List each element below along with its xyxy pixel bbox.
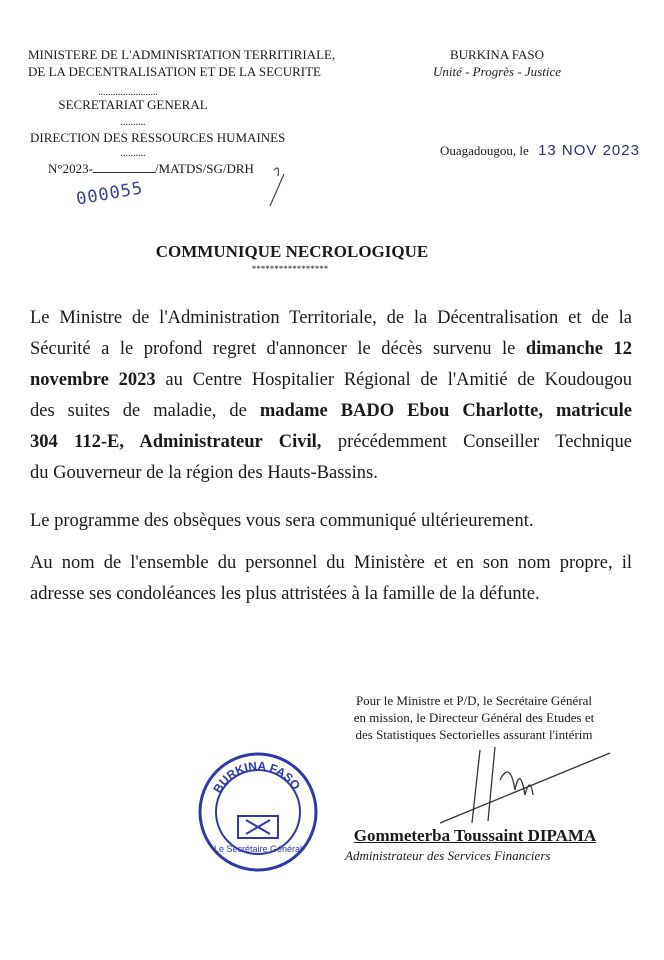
country-name: BURKINA FASO	[449, 47, 545, 62]
national-motto: Unité - Progrès - Justice	[432, 64, 562, 79]
text: du Gouverneur de la région des Hauts-Bassins.	[30, 463, 378, 483]
document-title: COMMUNIQUE NECROLOGIQUE	[155, 242, 429, 261]
signature-line-1: Pour le Ministre et P/D, le Secrétaire Général	[355, 693, 593, 708]
direction-rh: DIRECTION DES RESSOURCES HUMAINES	[30, 130, 286, 145]
ref-suffix: /MATDS/SG/DRH	[154, 161, 254, 176]
ref-prefix: N°2023-	[48, 161, 93, 176]
separator: ..........	[120, 117, 146, 128]
signature-line-3: des Statistiques Sectorielles assurant l'intérim	[355, 727, 593, 742]
ministry-line-1: MINISTERE DE L'ADMINISRTATION TERRITIRIALE,	[28, 47, 336, 62]
handwritten-signature	[440, 745, 620, 825]
bold-text: novembre 2023	[30, 370, 156, 390]
stamp-top-text: BURKINA FASO	[210, 758, 304, 796]
signatory-title: Administrateur des Services Financiers	[345, 848, 551, 863]
text: des suites de maladie, de	[30, 401, 260, 421]
ministry-name	[28, 46, 335, 80]
text: Le Ministre de l'Administration Territoriale, de la Décentralisation et de la	[30, 308, 632, 328]
signature-line-2: en mission, le Directeur Général des Etudes et	[353, 710, 595, 725]
paragraph-funeral-program: Le programme des obsèques vous sera communiqué ultérieurement.	[30, 511, 534, 531]
paragraph-line	[30, 432, 632, 453]
bold-text: dimanche 12	[525, 339, 632, 359]
paragraph-line	[30, 370, 632, 391]
ministry-line-2: DE LA DECENTRALISATION ET DE LA SECURITE	[28, 64, 321, 79]
signatory-name: Gommeterba Toussaint DIPAMA	[353, 826, 597, 845]
paragraph-line	[30, 339, 632, 360]
secretariat-general: SECRETARIAT GENERAL	[58, 97, 208, 112]
separator: ........................	[98, 87, 158, 98]
bold-text: 304 112-E, Administrateur Civil,	[30, 432, 322, 452]
reference-number	[48, 160, 254, 177]
place-prefix: Ouagadougou, le	[440, 143, 529, 158]
text: au Centre Hospitalier Régional de l'Amitié de Koudougou	[155, 370, 632, 390]
paragraph-condolences-line-2: adresse ses condoléances les plus attristées à la famille de la défunte.	[30, 584, 540, 604]
handwritten-mark	[262, 160, 292, 210]
date-stamp: 13 NOV 2023	[538, 142, 640, 159]
title-stars: *****************	[251, 264, 329, 274]
separator: ..........	[120, 148, 146, 159]
bold-text: madame BADO Ebou Charlotte, matricule	[259, 401, 632, 421]
paragraph-condolences-line-1: Au nom de l'ensemble du personnel du Ministère et en son nom propre, il	[30, 553, 632, 573]
official-stamp	[196, 750, 320, 874]
place-date	[440, 142, 640, 159]
paragraph-line	[30, 308, 632, 329]
text: précédemment Conseiller Technique	[321, 432, 632, 452]
signature-block	[318, 692, 630, 743]
handwritten-ref-number: 000055	[74, 178, 145, 210]
stamp-center-text: Le Secrétaire Général	[213, 844, 303, 854]
paragraph-line	[30, 463, 632, 484]
paragraph-line	[30, 401, 632, 422]
text: Sécurité a le profond regret d'annoncer le décès survenu le	[30, 339, 526, 359]
